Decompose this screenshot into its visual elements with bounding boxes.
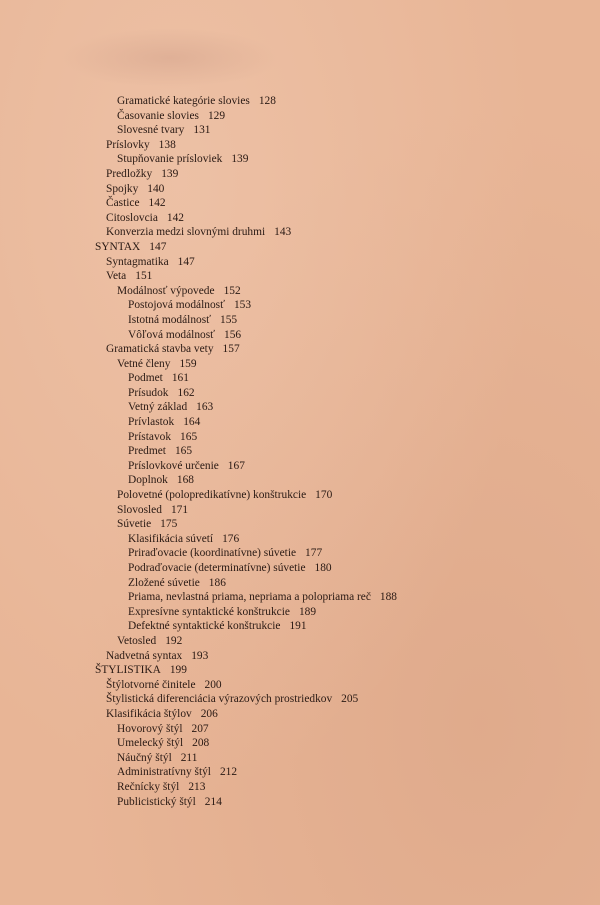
toc-entry: [0, 182, 600, 197]
toc-entry: [0, 722, 600, 737]
toc-entry-page: 142: [166, 211, 184, 224]
toc-entry-page: 200: [204, 678, 222, 691]
toc-entry-page: 162: [177, 386, 195, 399]
toc-entry: [0, 488, 600, 503]
toc-entry-title: Citoslovcia: [106, 211, 158, 224]
toc-entry-page: 153: [233, 299, 252, 312]
toc-entry-page: 138: [158, 138, 176, 151]
toc-entry-page: 171: [170, 503, 189, 516]
toc-entry-title: Náučný štýl: [117, 751, 172, 764]
toc-entry: [0, 663, 600, 678]
toc-entry-page: 177: [305, 547, 323, 560]
toc-entry-page: 139: [161, 167, 179, 180]
toc-entry-title: Priama, nevlastná priama, nepriama a polopriama reč: [128, 591, 371, 604]
toc-entry: [0, 225, 600, 240]
toc-entry: [0, 298, 600, 313]
toc-entry-title: Štýlotvorné činitele: [106, 678, 196, 691]
toc-entry-title: Hovorový štýl: [117, 722, 183, 735]
toc-entry: [0, 328, 600, 343]
toc-entry: [0, 138, 600, 153]
toc-entry-title: Predložky: [106, 167, 153, 180]
toc-entry-page: 167: [227, 459, 245, 472]
toc-entry: [0, 211, 600, 226]
toc-entry: [0, 167, 600, 182]
toc-entry: [0, 517, 600, 532]
toc-entry-title: Častice: [106, 197, 140, 210]
toc-entry: [0, 240, 600, 255]
toc-entry-page: 189: [298, 605, 317, 618]
toc-entry: [0, 473, 600, 488]
toc-entry-page: 147: [149, 240, 167, 253]
toc-entry: [0, 561, 600, 576]
toc-entry-title: Príslovkové určenie: [128, 459, 219, 472]
toc-entry-title: Konverzia medzi slovnými druhmi: [106, 226, 266, 239]
toc-entry-page: 207: [191, 722, 209, 735]
toc-entry-title: Prístavok: [128, 430, 172, 443]
toc-entry-page: 188: [379, 591, 397, 604]
toc-entry: [0, 765, 600, 780]
toc-entry-title: Prísudok: [128, 386, 169, 399]
toc-entry-title: Doplnok: [128, 474, 168, 487]
toc-entry-title: Administratívny štýl: [117, 766, 211, 779]
toc-entry-page: 192: [165, 634, 183, 647]
toc-entry-page: 129: [207, 109, 226, 122]
toc-entry-title: Gramatická stavba vety: [106, 343, 214, 356]
toc-entry-page: 206: [200, 707, 218, 720]
toc-entry: [0, 503, 600, 518]
toc-entry-page: 214: [204, 795, 222, 808]
toc-entry-page: 213: [188, 780, 206, 793]
toc-entry-page: 128: [258, 95, 276, 107]
toc-entry-page: 212: [219, 766, 238, 779]
toc-entry-title: Expresívne syntaktické konštrukcie: [128, 605, 290, 618]
toc-entry-page: 139: [231, 153, 249, 166]
toc-entry-title: Prívlastok: [128, 416, 175, 429]
toc-entry: [0, 590, 600, 605]
table-of-contents: [0, 94, 600, 809]
toc-entry-title: Priraďovacie (koordinatívne) súvetie: [128, 547, 297, 560]
toc-entry: [0, 152, 600, 167]
toc-entry-title: Súvetie: [117, 518, 152, 531]
toc-entry-page: 165: [174, 445, 193, 458]
toc-entry-title: Syntagmatika: [106, 255, 169, 268]
toc-entry: [0, 634, 600, 649]
toc-entry: [0, 678, 600, 693]
toc-entry-page: 165: [180, 430, 198, 443]
toc-entry-page: 211: [180, 751, 198, 764]
toc-entry-title: Veta: [106, 270, 127, 283]
toc-entry-title: Časovanie slovies: [117, 109, 199, 122]
toc-entry-title: Postojová modálnosť: [128, 299, 225, 312]
toc-entry: [0, 605, 600, 620]
toc-entry-title: Rečnícky štýl: [117, 780, 180, 793]
toc-entry: [0, 255, 600, 270]
toc-entry: [0, 751, 600, 766]
toc-entry: [0, 576, 600, 591]
toc-entry-title: Stupňovanie prísloviek: [117, 153, 223, 166]
toc-entry: [0, 532, 600, 547]
toc-entry: [0, 459, 600, 474]
toc-entry-page: 152: [223, 284, 241, 297]
toc-entry-title: Vôľová modálnosť: [128, 328, 216, 341]
toc-entry-title: Slovosled: [117, 503, 162, 516]
toc-entry-title: Podraďovacie (determinatívne) súvetie: [128, 562, 306, 574]
toc-entry: [0, 692, 600, 707]
toc-entry-title: Štylistická diferenciácia výrazových prostriedkov: [106, 693, 333, 706]
toc-entry: [0, 795, 600, 810]
toc-entry-title: Polovetné (polopredikatívne) konštrukcie: [117, 489, 307, 502]
toc-entry-page: 168: [176, 474, 194, 487]
toc-entry-title: Umelecký štýl: [117, 737, 184, 750]
toc-entry-title: Predmet: [128, 445, 166, 458]
toc-entry-title: ŠTYLISTIKA: [95, 664, 161, 677]
toc-entry-page: 205: [341, 693, 359, 706]
toc-entry-page: 208: [192, 737, 210, 750]
toc-entry-page: 164: [183, 416, 201, 429]
toc-entry-page: 159: [179, 357, 197, 370]
toc-entry-title: Nadvetná syntax: [106, 649, 183, 662]
toc-entry-title: Klasifikácia súvetí: [128, 532, 214, 545]
toc-entry-title: SYNTAX: [95, 240, 141, 253]
toc-entry-page: 186: [208, 576, 226, 589]
toc-entry-page: 155: [220, 313, 238, 326]
toc-entry: [0, 649, 600, 664]
toc-entry: [0, 196, 600, 211]
toc-entry: [0, 780, 600, 795]
toc-entry: [0, 342, 600, 357]
toc-entry: [0, 313, 600, 328]
toc-entry: [0, 371, 600, 386]
toc-entry-title: Istotná modálnosť: [128, 313, 212, 326]
toc-entry-title: Vetný základ: [128, 401, 188, 414]
toc-entry: [0, 284, 600, 299]
toc-entry-title: Vetosled: [117, 634, 157, 647]
toc-entry-page: 170: [315, 489, 333, 502]
toc-entry: [0, 400, 600, 415]
toc-entry: [0, 546, 600, 561]
toc-entry-page: 131: [193, 124, 211, 137]
toc-entry-page: 151: [135, 270, 153, 283]
toc-entry-title: Publicistický štýl: [117, 795, 196, 808]
toc-entry-page: 142: [148, 197, 166, 210]
toc-entry: [0, 415, 600, 430]
toc-entry-page: 191: [289, 620, 307, 633]
toc-entry-title: Vetné členy: [117, 357, 171, 370]
toc-entry-page: 147: [177, 255, 195, 268]
toc-entry-title: Slovesné tvary: [117, 124, 185, 137]
toc-entry: [0, 269, 600, 284]
toc-entry-page: 156: [224, 328, 242, 341]
toc-entry: [0, 94, 600, 109]
toc-entry-page: 157: [222, 343, 240, 356]
toc-entry-title: Defektné syntaktické konštrukcie: [128, 620, 281, 633]
toc-entry-page: 193: [191, 649, 209, 662]
toc-entry: [0, 619, 600, 634]
toc-entry: [0, 430, 600, 445]
toc-entry-page: 161: [171, 372, 189, 385]
toc-entry-title: Podmet: [128, 372, 163, 385]
toc-entry-page: 199: [169, 664, 187, 677]
toc-entry-page: 140: [147, 182, 165, 195]
toc-entry: [0, 357, 600, 372]
toc-entry: [0, 109, 600, 124]
toc-entry-page: 163: [196, 401, 214, 414]
toc-entry-title: Modálnosť výpovede: [117, 284, 215, 297]
toc-entry-title: Klasifikácia štýlov: [106, 707, 192, 720]
toc-entry: [0, 736, 600, 751]
toc-entry-page: 143: [274, 226, 292, 239]
toc-entry-title: Spojky: [106, 182, 139, 195]
toc-entry: [0, 444, 600, 459]
paper-smudge: [60, 28, 280, 88]
toc-entry-page: 180: [314, 562, 332, 574]
toc-entry: [0, 707, 600, 722]
toc-entry: [0, 386, 600, 401]
toc-entry-title: Príslovky: [106, 138, 150, 151]
toc-entry-page: 175: [160, 518, 178, 531]
toc-entry: [0, 123, 600, 138]
toc-entry-title: Gramatické kategórie slovies: [117, 95, 250, 107]
toc-entry-title: Zložené súvetie: [128, 576, 200, 589]
toc-entry-page: 176: [222, 532, 240, 545]
